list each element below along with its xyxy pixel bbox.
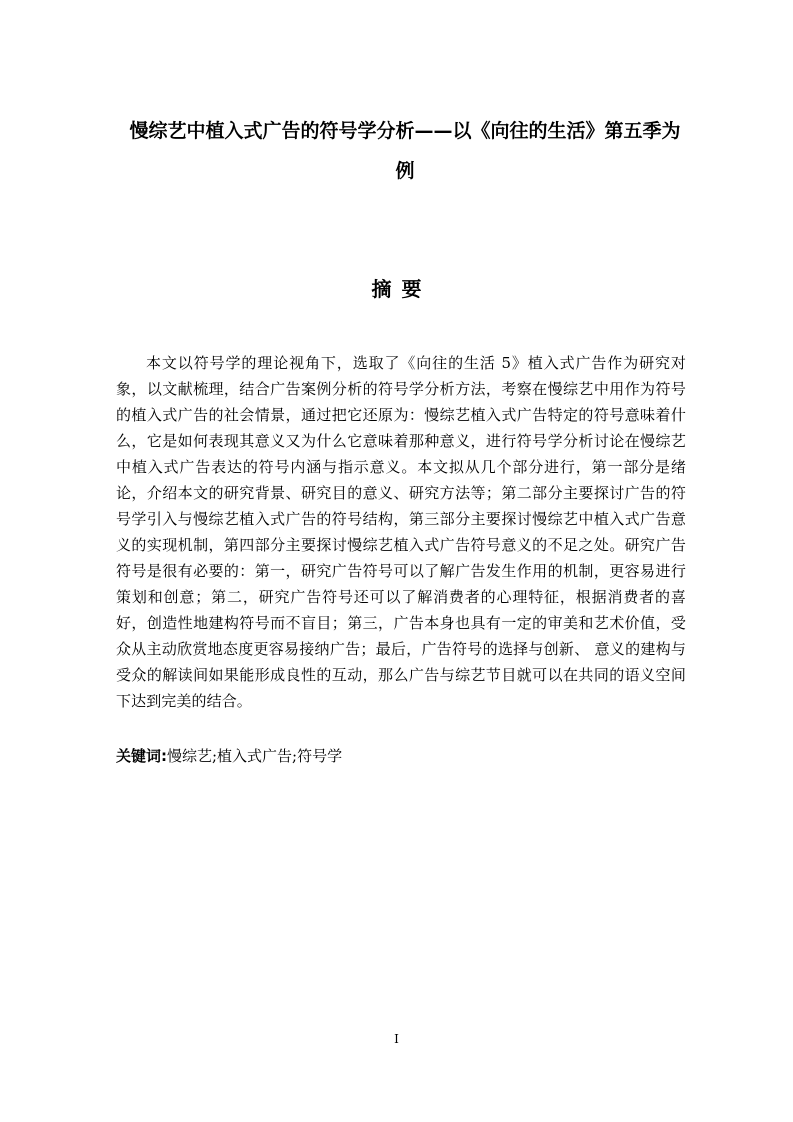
abstract-body <box>116 350 686 714</box>
abstract-paragraph: 本文以符号学的理论视角下，选取了《向往的生活 5》植入式广告作为研究对象，以文献梳理，结合广告案例分析的符号学分析方法，考察在慢综艺中用作为符号的植入式广告的社会情景，通过把它还原为：慢综艺植入式广告特定的符号意味着什么，它是如何表现其意义又为什么它意味着那种意义，进行符号学分析讨论在慢综艺中植入式广告表达的符号内涵与指示意义。本文拟从几个部分进行，第一部分是绪论，介绍本文的研究背景、研究目的意义、研究方法等；第二部分主要探讨广告的符号学引入与慢综艺植入式广告的符号结构，第三部分主要探讨慢综艺中植入式广告意义的实现机制，第四部分主要探讨慢综艺植入式广告符号意义的不足之处。研究广告符号是很有必要的：第一，研究广告符号可以了解广告发生作用的机制，更容易进行策划和创意；第二，研究广告符号还可以了解消费者的心理特征，根据消费者的喜好，创造性地建构符号而不盲目；第三，广告本身也具有一定的审美和艺术价值，受众从主动欣赏地态度更容易接纳广告；最后，广告符号的选择与创新、 意义的建构与受众的解读间如果能形成良性的互动，那么广告与综艺节目就可以在共同的语义空间下达到完美的结合。 <box>116 354 686 710</box>
keywords-value: 慢综艺;植入式广告;符号学 <box>167 747 343 765</box>
document-title: 慢综艺中植入式广告的符号学分析——以《向往的生活》第五季为 <box>129 120 681 142</box>
keywords <box>116 744 686 768</box>
page-number: I <box>394 1032 399 1046</box>
keywords-label: 关键词: <box>116 747 167 765</box>
document-title-continued: 例 <box>395 160 415 182</box>
abstract-heading: 摘要 <box>371 277 432 301</box>
